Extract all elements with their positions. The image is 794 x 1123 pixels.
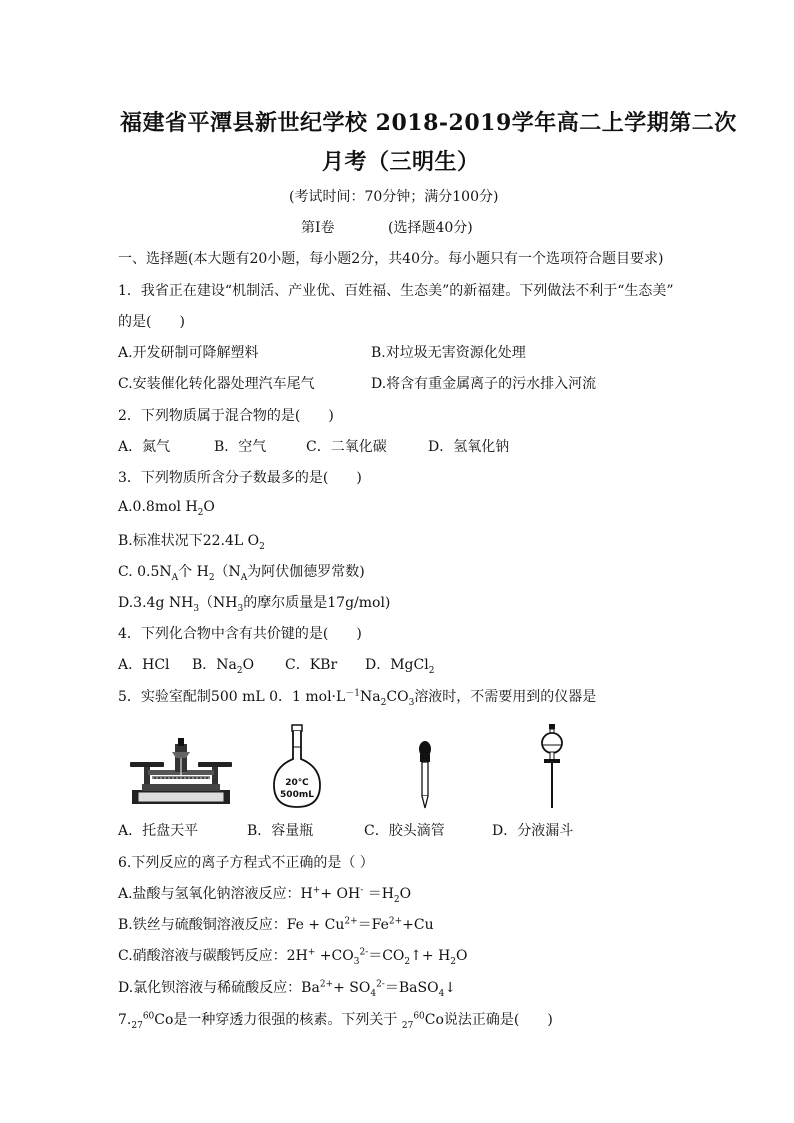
q3-option-a: A.0.8mol $H_2O$ bbox=[118, 499, 215, 518]
q1-option-d: D.将含有重金属离子的污水排入河流 bbox=[371, 376, 597, 392]
q7-stem: $7._{27}60Co$是一种穿透力很强的核素。下列关于 $_{27}^{60}$Co说法正确是( ) bbox=[118, 1011, 553, 1031]
q5-option-c: C．胶头滴管 bbox=[364, 823, 445, 839]
q3-option-c: C. $0.5N_A$个 $H_2(N_A$为阿伏伽德罗常数) bbox=[118, 564, 365, 583]
q4-option-d: D．MgCl$_2$ bbox=[365, 657, 435, 676]
page-title-line2: 月考（三明生） bbox=[322, 149, 480, 175]
exam-info: (考试时间：70分钟；满分100分) bbox=[289, 189, 499, 205]
q4-option-a: A．HCl bbox=[118, 657, 170, 673]
q3-stem: 3．下列物质所含分子数最多的是( ) bbox=[118, 470, 362, 486]
q4-option-c: C．KBr bbox=[285, 657, 338, 673]
volume-label: 第Ⅰ卷 bbox=[301, 220, 335, 236]
q4-option-b: B．$Na_2O$ bbox=[192, 657, 255, 676]
q3-option-b: B.标准状况下22.4L $O_2$ bbox=[118, 533, 265, 552]
q1-option-b: B.对垃圾无害资源化处理 bbox=[371, 345, 526, 361]
q5-option-b: B．容量瓶 bbox=[247, 823, 314, 839]
q2-option-d: D．氢氧化钠 bbox=[428, 439, 510, 455]
q1-stem-a: 1．我省正在建设“机制活、产业优、百姓福、生态美”的新福建。下列做法不利于“生态美” bbox=[118, 283, 674, 299]
q1-stem-b: 的是( ) bbox=[118, 314, 185, 330]
separatory-funnel-icon bbox=[536, 722, 568, 812]
q2-option-c: C．二氧化碳 bbox=[306, 439, 387, 455]
section-heading: 一、选择题(本大题有20小题，每小题2分，共40分。每小题只有一个选项符合题目要求) bbox=[118, 251, 664, 267]
q3-option-d: D.3.4g $NH_3(NH_3$的摩尔质量是17g/mol) bbox=[118, 595, 391, 614]
q6-stem: 6.下列反应的离子方程式不正确的是（ ） bbox=[118, 855, 374, 871]
dropper-icon bbox=[414, 740, 436, 810]
q1-option-a: A.开发研制可降解塑料 bbox=[118, 345, 259, 361]
q6-option-c: C.硝酸溶液与碳酸钙反应：$2H^+ +CO_3^{2-}=CO_2↑+ H_2O$ bbox=[118, 947, 468, 967]
balance-icon bbox=[128, 734, 234, 808]
q2-stem: 2．下列物质属于混合物的是( ) bbox=[118, 408, 334, 424]
q1-option-c: C.安装催化转化器处理汽车尾气 bbox=[118, 376, 315, 392]
q6-option-b: B.铁丝与硫酸铜溶液反应：$Fe + Cu^{2+}=Fe^{2+}+Cu$ bbox=[118, 916, 434, 933]
q6-option-d: D.氯化钡溶液与稀硫酸反应：$Ba^{2+}+$ $SO_4^{2-}=BaSO_4↓$ bbox=[118, 979, 457, 999]
flask-label-temp: 20℃ bbox=[285, 778, 309, 788]
q4-stem: 4．下列化合物中含有共价键的是( ) bbox=[118, 626, 362, 642]
q5-option-a: A．托盘天平 bbox=[118, 823, 199, 839]
q2-option-a: A．氮气 bbox=[118, 439, 171, 455]
q2-option-b: B．空气 bbox=[214, 439, 267, 455]
q5-stem: 5．实验室配制500 mL 0．1 $mol\cdot L^{-1}Na_2CO_3$溶液时，不需要用到的仪器是 bbox=[118, 688, 597, 708]
q6-option-a: A.盐酸与氢氧化钠溶液反应：$H^++ OH^- =H_2O$ bbox=[118, 885, 412, 905]
volume-note: (选择题40分) bbox=[388, 220, 473, 236]
flask-label-volume: 500mL bbox=[280, 790, 314, 800]
q5-option-d: D．分液漏斗 bbox=[492, 823, 574, 839]
page-title-line1: 福建省平潭县新世纪学校 2018-2019学年高二上学期第二次 bbox=[120, 110, 737, 136]
volumetric-flask-icon bbox=[270, 723, 324, 811]
